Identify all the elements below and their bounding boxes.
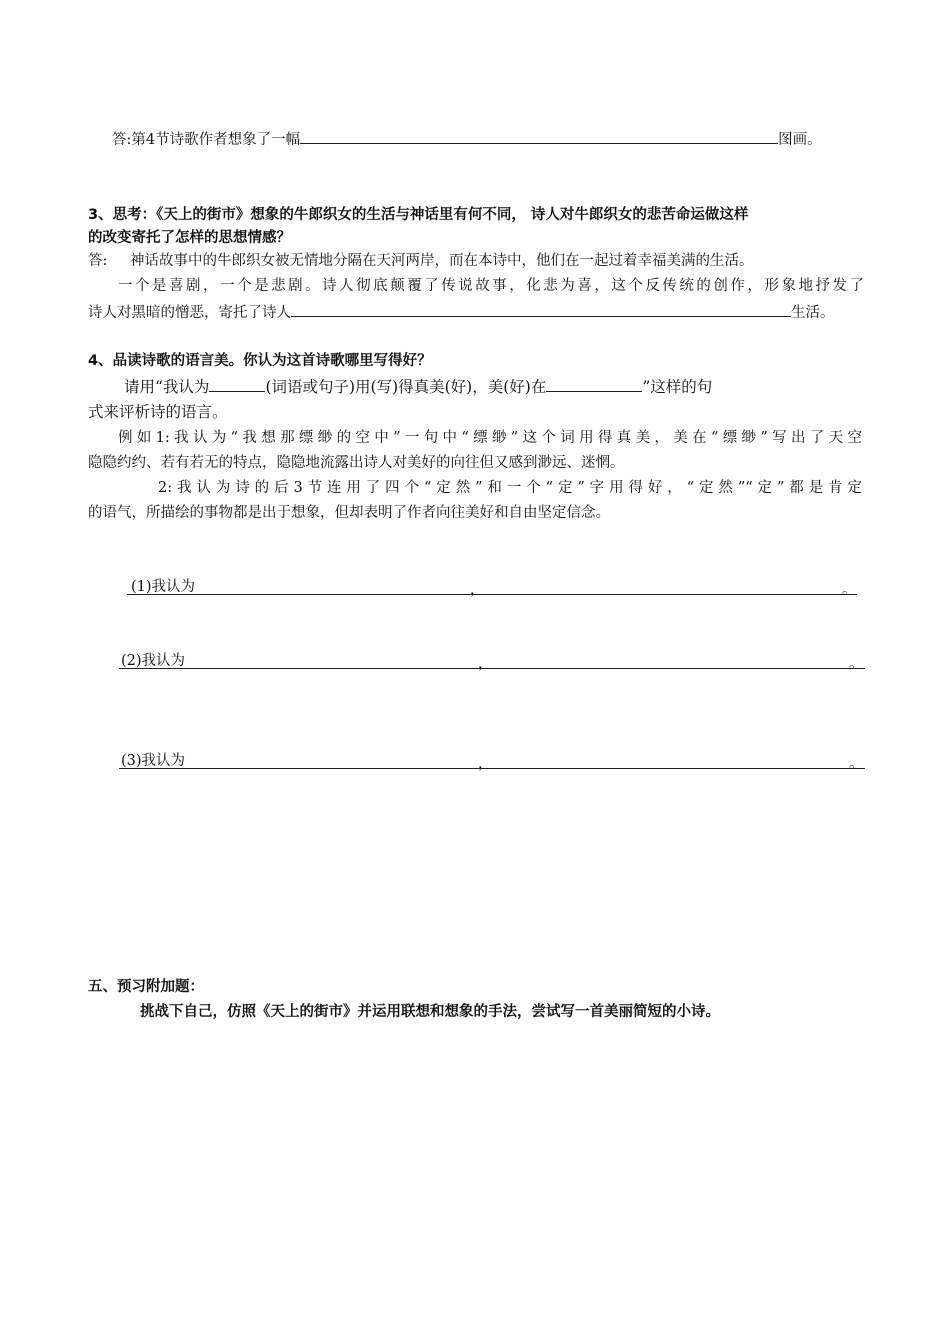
- q4-answer-1-line[interactable]: [127, 594, 857, 595]
- q3-answer-line2: 一个是喜剧，一个是悲剧。诗人彻底颠覆了传说故事，化悲为喜，这个反传统的创作，形象地抒发了: [118, 278, 864, 294]
- q4-answer-3-end: 。: [849, 756, 864, 772]
- q4-instruction-blank1: [209, 376, 265, 392]
- q4-instruction-part1: 请用“我认为: [124, 378, 210, 396]
- q2-answer-blank[interactable]: [300, 128, 778, 144]
- q2-answer-suffix: 图画。: [778, 132, 822, 148]
- q4-answer-3-comma: ，: [478, 756, 493, 772]
- q4-answer-2-end: 。: [849, 656, 864, 672]
- q3-answer-line3-prefix: 诗人对黑暗的憎恶，寄托了诗人: [88, 305, 291, 321]
- q3-answer-line3-suffix: 生活。: [791, 305, 835, 321]
- q2-answer-prefix: 答:第4节诗歌作者想象了一幅: [112, 132, 301, 148]
- q4-answer-1-comma: ，: [470, 582, 485, 598]
- q4-question: 4、品读诗歌的语言美。你认为这首诗歌哪里写得好？: [88, 353, 432, 369]
- section5-heading: 五、预习附加题：: [88, 979, 204, 995]
- q4-answer-3-line[interactable]: [119, 768, 865, 769]
- q4-example1-line2: 隐隐约约、若有若无的特点，隐隐地流露出诗人对美好的向往但又感到渺远、迷惘。: [88, 455, 625, 471]
- q3-question-line1: 3、思考：《天上的街市》想象的牛郎织女的生活与神话里有何不同， 诗人对牛郎织女的悲苦命运做这样: [88, 207, 749, 223]
- q4-example1-line1: 例如1:我认为“我想那缥缈的空中”一句中“缥缈”这个词用得真美，美在“缥缈”写出了天空: [118, 430, 862, 446]
- q3-question-line2: 的改变寄托了怎样的思想情感？: [88, 230, 291, 246]
- q4-answer-2-label: (2)我认为: [121, 653, 186, 669]
- q4-instruction-part2: (词语或句子)用(写)得真美(好)，美(好)在: [265, 378, 547, 396]
- q4-example2-line1: 2:我认为诗的后3节连用了四个“定然”和一个“定”字用得好，“定然”“定”都是肯定: [158, 480, 862, 496]
- q4-instruction-line2: 式来评析诗的语言。: [88, 403, 228, 421]
- q3-answer-line1: 神话故事中的牛郎织女被无情地分隔在天河两岸，而在本诗中，他们在一起过着幸福美满的生活。: [130, 253, 754, 269]
- q3-answer-blank[interactable]: [291, 301, 791, 317]
- q4-example2-line2: 的语气，所描绘的事物都是出于想象，但却表明了作者向往美好和自由坚定信念。: [88, 505, 610, 521]
- q2-answer: [112, 128, 822, 150]
- q4-answer-2-line[interactable]: [119, 668, 865, 669]
- q3-answer-line3: [88, 301, 835, 323]
- q4-instruction-line1: [124, 376, 712, 397]
- q4-answer-3-label: (3)我认为: [121, 753, 186, 769]
- q4-instruction-part3: ”这样的句: [642, 378, 713, 396]
- q4-instruction-blank2: [546, 376, 642, 392]
- q4-answer-2-comma: ，: [478, 656, 493, 672]
- section5-task: 挑战下自己，仿照《天上的街市》并运用联想和想象的手法，尝试写一首美丽简短的小诗。: [140, 1004, 720, 1020]
- q4-answer-1-end: 。: [842, 582, 857, 598]
- q4-answer-1-label: (1)我认为: [131, 579, 196, 595]
- q3-answer-label: 答:: [88, 253, 108, 269]
